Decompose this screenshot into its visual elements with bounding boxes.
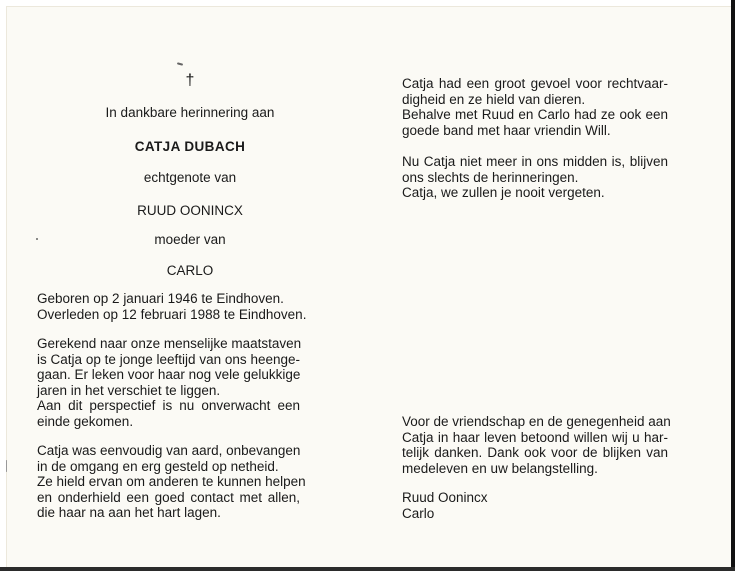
text-line: goede band met haar vriendin Will. [402, 122, 611, 138]
spouse-name: RUUD OONINCX [137, 203, 243, 218]
text-line: digheid en ze hield van dieren. [402, 91, 586, 107]
paragraph-thanks [402, 414, 671, 476]
signature-line: Ruud Oonincx [402, 490, 488, 505]
birth-line: Geboren op 2 januari 1946 te Eindhoven. [37, 291, 284, 306]
death-line: Overleden op 12 februari 1988 te Eindhoven. [37, 306, 307, 322]
text-line: Gerekend naar onze menselijke maatstaven [37, 336, 302, 351]
text-line: en onderhield een goed contact met allen, [37, 489, 300, 505]
cross-icon: † [185, 72, 195, 89]
paragraph-life [37, 336, 300, 429]
scan-speck [6, 460, 7, 472]
scan-speck [36, 238, 38, 240]
text-line: Catja, we zullen je nooit vergeten. [402, 185, 605, 200]
child-name: CARLO [166, 263, 214, 278]
signature-block [402, 490, 668, 521]
text-line: Nu Catja niet meer in ons midden is, blijven [402, 154, 668, 169]
text-line: Behalve met Ruud en Carlo had ze ook een [402, 107, 668, 122]
text-line: gaan. Er leken voor haar nog vele gelukkige [37, 367, 301, 382]
text-line: jaren in het verschiet te liggen. [37, 382, 221, 398]
signature-line: Carlo [402, 505, 435, 521]
text-line: Voor de vriendschap en de genegenheid aan [402, 414, 671, 429]
text-line: medeleven en uw belangstelling. [402, 460, 598, 476]
text-line: Catja was eenvoudig van aard, onbevangen [37, 443, 301, 458]
text-line: einde gekomen. [37, 413, 134, 429]
paragraph-character [37, 443, 306, 521]
text-line: Ze hield ervan om anderen te kunnen helpen [37, 474, 306, 489]
paragraph-memories [402, 154, 668, 201]
deceased-name: CATJA DUBACH [134, 139, 246, 154]
text-line: Catja had een groot gevoel voor rechtvaar- [402, 76, 668, 91]
text-line: die haar na aan het hart lagen. [37, 505, 221, 520]
paragraph-justice [402, 76, 668, 138]
text-line: is Catja op te jonge leeftijd van ons heenge- [37, 351, 300, 367]
scan-edge-right [731, 0, 735, 571]
text-line: telijk danken. Dank ook voor de blijken van [402, 445, 668, 460]
dates-paragraph [37, 291, 307, 322]
text-line: ons slechts de herinneringen. [402, 169, 579, 185]
text-line: Catja in haar leven betoond willen wij u har- [402, 429, 668, 445]
text-line: in de omgang en erg gesteld op netheid. [37, 458, 279, 474]
scan-edge-bottom [0, 567, 735, 571]
child-label: moeder van [154, 232, 226, 247]
spouse-label: echtgenote van [143, 170, 237, 185]
text-line: Aan dit perspectief is nu onverwacht een [37, 398, 300, 413]
intro-text: In dankbare herinnering aan [105, 105, 275, 120]
